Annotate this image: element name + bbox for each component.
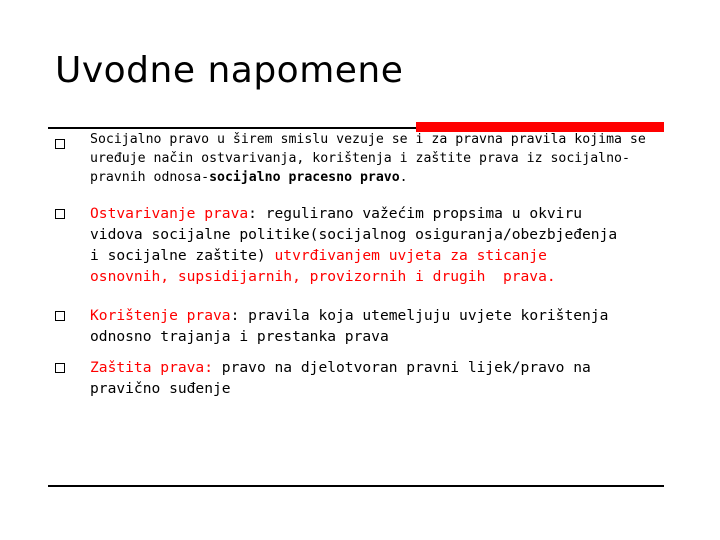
footer-divider <box>48 485 664 487</box>
bullet-4-term: Zaštita prava: <box>90 359 214 376</box>
bullet-2-red-1: utvrđivanjem uvjeta za sticanje <box>274 247 547 264</box>
bullet-square-icon <box>55 311 65 321</box>
bullet-3-text-1: : pravila koja utemeljuju uvjete korištenja <box>230 307 609 324</box>
title-divider <box>48 127 416 129</box>
bullet-square-icon <box>55 363 65 373</box>
bullet-4-line-1 <box>90 357 680 378</box>
bullet-2-term: Ostvarivanje prava <box>90 205 249 222</box>
bullet-1 <box>90 130 680 187</box>
bullet-3-line-1 <box>90 305 680 326</box>
bullet-1-end: . <box>399 170 408 185</box>
bullet-4-text-1: pravo na djelotvoran pravni lijek/pravo na <box>213 359 591 376</box>
bullet-2-line-3 <box>90 245 680 266</box>
bullet-1-line-3 <box>90 168 680 187</box>
bullet-2-line-2: vidova socijalne politike(socijalnog osiguranja/obezbjeđenja <box>90 226 618 243</box>
slide-title: Uvodne napomene <box>55 50 404 91</box>
bullet-1-line-1: Socijalno pravo u širem smislu vezuje se i za pravna pravila kojima se <box>90 132 646 147</box>
bullet-1-line-3-text: pravnih odnosa- <box>90 170 210 185</box>
bullet-2-line-1 <box>90 203 680 224</box>
bullet-3 <box>90 305 680 347</box>
bullet-2-text-1: : regulirano važećim propsima u okviru <box>248 205 583 222</box>
bullet-4 <box>90 357 680 399</box>
bullet-1-emphasis: socijalno pracesno pravo <box>209 170 400 185</box>
bullet-square-icon <box>55 139 65 149</box>
bullet-2-line-4: osnovnih, supsidijarnih, provizornih i drugih prava. <box>90 268 556 285</box>
bullet-2-text-3: i socijalne zaštite) <box>90 247 275 264</box>
bullet-4-line-2: pravično suđenje <box>90 380 231 397</box>
bullet-square-icon <box>55 209 65 219</box>
bullet-3-term: Korištenje prava <box>90 307 231 324</box>
bullet-2 <box>90 203 680 287</box>
bullet-3-line-2: odnosno trajanja i prestanka prava <box>90 328 389 345</box>
bullet-1-line-2: uređuje način ostvarivanja, korištenja i zaštite prava iz socijalno- <box>90 151 630 166</box>
